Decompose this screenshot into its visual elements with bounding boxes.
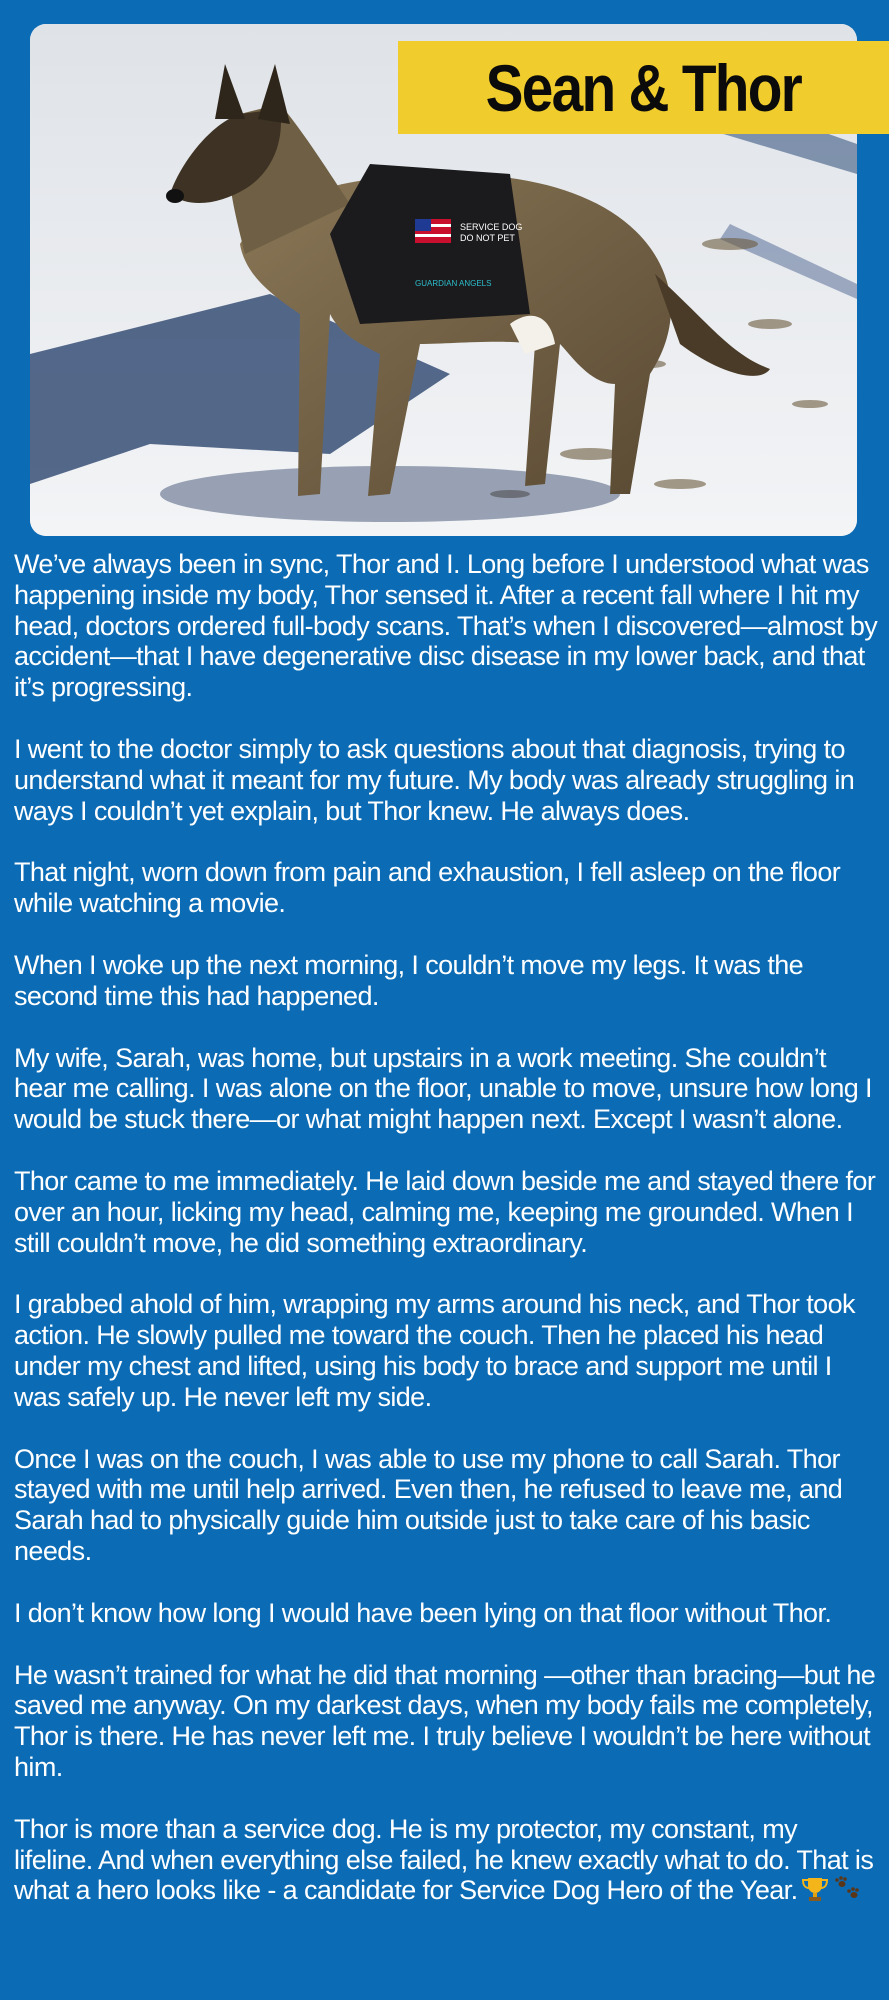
vest-patch-text-2: DO NOT PET [460,233,515,243]
story-paragraph-2: I went to the doctor simply to ask questions about that diagnosis, trying to understand what it meant for my future. My body was already struggling in ways I couldn’t yet explain, but Thor knew. He always does. [14,733,855,826]
story-paragraph-11 [14,1814,882,1909]
story-paragraph-4: When I woke up the next morning, I couldn’t move my legs. It was the second time this had happened. [14,949,804,1011]
story-paragraph-6: Thor came to me immediately. He laid down beside me and stayed there for over an hour, licking my head, calming me, keeping me grounded. When I still couldn’t move, he did something extraordinary. [14,1165,876,1258]
vest-patch-text: SERVICE DOG [460,222,523,232]
trophy-icon [801,1876,829,1909]
story-paragraph-10: He wasn’t trained for what he did that morning —other than bracing—but he saved me anyway. On my darkest days, when my body fails me completely, Thor is there. He has never left me. I truly believe I wouldn’t be here without him. [14,1659,876,1782]
story-paragraph-11-text: Thor is more than a service dog. He is my protector, my constant, my lifeline. And when everything else failed, he knew exactly what to do. That is what a hero looks like - a candidate for Service Dog Hero of the Year. [14,1813,874,1906]
story-paragraph-7: I grabbed ahold of him, wrapping my arms around his neck, and Thor took action. He slowly pulled me toward the couch. Then he placed his head under my chest and lifted, using his body to brace and support me until I was safely up. He never left my side. [14,1289,855,1412]
vest-patch-text-3: GUARDIAN ANGELS [415,279,492,288]
story-paragraph-9: I don’t know how long I would have been lying on that floor without Thor. [14,1597,832,1628]
page-title: Sean & Thor [485,50,802,125]
story-paragraph-5: My wife, Sarah, was home, but upstairs in a work meeting. She couldn’t hear me calling. I was alone on the floor, unable to move, unsure how long I would be stuck there—or what might happen next. Except I wasn’t alone. [14,1042,872,1135]
story-paragraph-8: Once I was on the couch, I was able to use my phone to call Sarah. Thor stayed with me until help arrived. Even then, he refused to leave me, and Sarah had to physically guide him outside just to take care of his basic needs. [14,1443,843,1566]
title-banner [398,41,889,134]
story-text [14,549,882,1909]
story-paragraph-1: We’ve always been in sync, Thor and I. Long before I understood what was happening inside my body, Thor sensed it. After a recent fall where I hit my head, doctors ordered full-body scans. That’s when I discovered—almost by accident—that I have degenerative disc disease in my lower back, and that it’s progressing. [14,549,878,703]
story-paragraph-3: That night, worn down from pain and exhaustion, I fell asleep on the floor while watching a movie. [14,857,841,919]
paw-prints-icon [833,1876,863,1909]
